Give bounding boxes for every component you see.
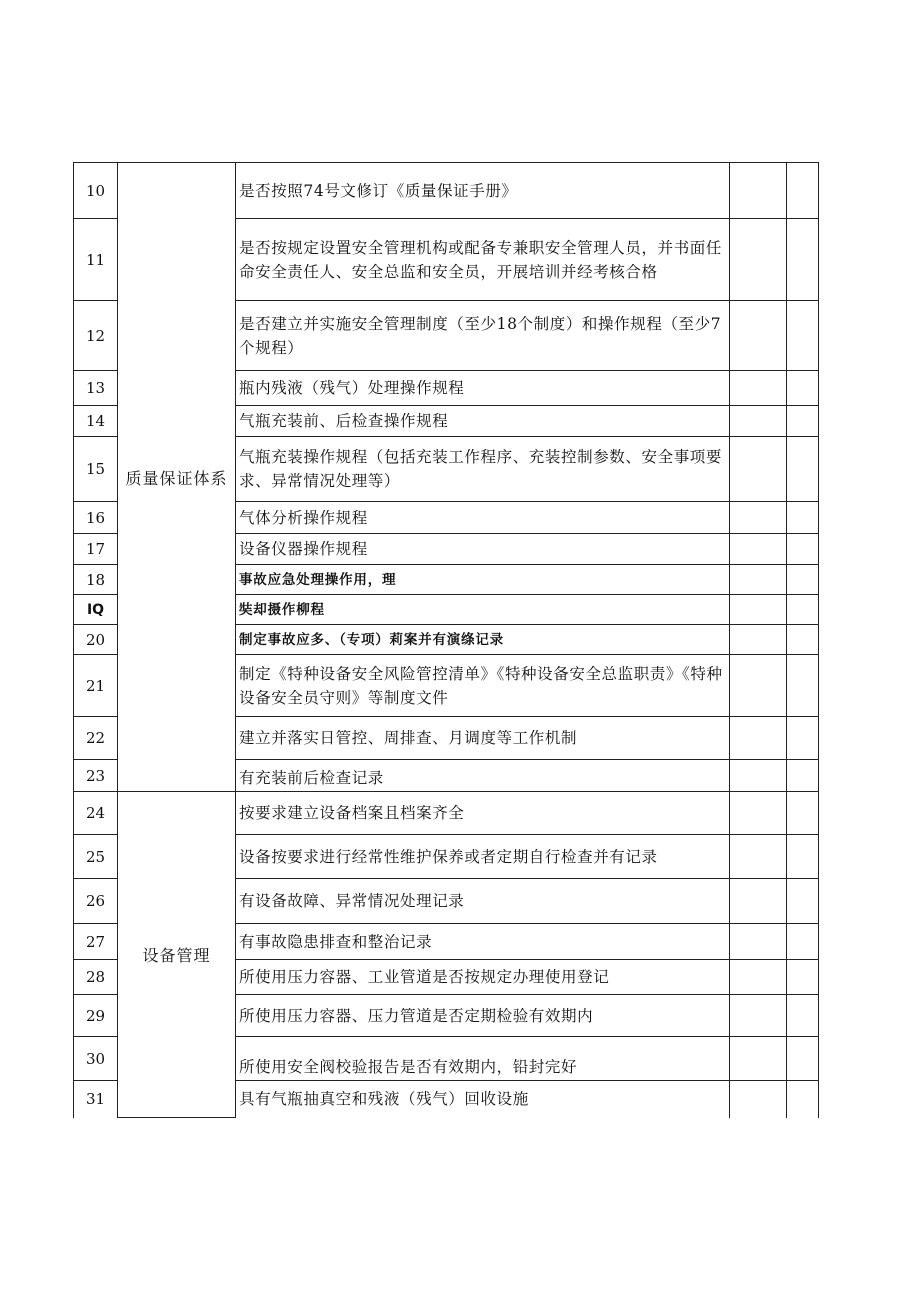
result-cell[interactable] xyxy=(730,163,787,219)
check-item: 所使用安全阀校验报告是否有效期内，铅封完好 xyxy=(236,1037,730,1081)
remark-cell[interactable] xyxy=(787,995,819,1037)
table-row xyxy=(74,792,819,835)
result-cell[interactable] xyxy=(730,502,787,534)
result-cell[interactable] xyxy=(730,595,787,625)
remark-cell[interactable] xyxy=(787,406,819,437)
result-cell[interactable] xyxy=(730,924,787,960)
check-item: 是否按规定设置安全管理机构或配备专兼职安全管理人员，并书面任命安全责任人、安全总监和安全员，开展培训并经考核合格 xyxy=(236,219,730,301)
table-row xyxy=(74,163,819,219)
row-number: 16 xyxy=(74,502,118,534)
remark-cell[interactable] xyxy=(787,502,819,534)
row-number: 30 xyxy=(74,1037,118,1081)
remark-cell[interactable] xyxy=(787,595,819,625)
row-number: 17 xyxy=(74,534,118,565)
inspection-table xyxy=(73,162,819,1118)
result-cell[interactable] xyxy=(730,1037,787,1081)
row-number: 25 xyxy=(74,835,118,879)
section-label-quality: 质量保证体系 xyxy=(118,163,236,792)
row-number: 31 xyxy=(74,1081,118,1118)
remark-cell[interactable] xyxy=(787,437,819,502)
result-cell[interactable] xyxy=(730,835,787,879)
remark-cell[interactable] xyxy=(787,565,819,595)
result-cell[interactable] xyxy=(730,655,787,717)
check-item: 设备按要求进行经常性维护保养或者定期自行检查并有记录 xyxy=(236,835,730,879)
result-cell[interactable] xyxy=(730,760,787,792)
check-item: 有设备故障、异常情况处理记录 xyxy=(236,879,730,924)
check-item: 气体分析操作规程 xyxy=(236,502,730,534)
result-cell[interactable] xyxy=(730,565,787,595)
row-number: 27 xyxy=(74,924,118,960)
check-item: 瓶内残液（残气）处理操作规程 xyxy=(236,371,730,406)
row-number: 18 xyxy=(74,565,118,595)
result-cell[interactable] xyxy=(730,534,787,565)
check-item: 设备仪器操作规程 xyxy=(236,534,730,565)
row-number: 20 xyxy=(74,625,118,655)
check-item: 所使用压力容器、压力管道是否定期检验有效期内 xyxy=(236,995,730,1037)
row-number: 26 xyxy=(74,879,118,924)
remark-cell[interactable] xyxy=(787,792,819,835)
result-cell[interactable] xyxy=(730,792,787,835)
row-number: 10 xyxy=(74,163,118,219)
remark-cell[interactable] xyxy=(787,655,819,717)
remark-cell[interactable] xyxy=(787,835,819,879)
remark-cell[interactable] xyxy=(787,371,819,406)
check-item: 气瓶充装前、后检查操作规程 xyxy=(236,406,730,437)
remark-cell[interactable] xyxy=(787,960,819,995)
row-number: 12 xyxy=(74,301,118,371)
check-item: 所使用压力容器、工业管道是否按规定办理使用登记 xyxy=(236,960,730,995)
remark-cell[interactable] xyxy=(787,924,819,960)
remark-cell[interactable] xyxy=(787,717,819,760)
result-cell[interactable] xyxy=(730,1081,787,1118)
result-cell[interactable] xyxy=(730,301,787,371)
row-number: 23 xyxy=(74,760,118,792)
check-item: 是否按照74号文修订《质量保证手册》 xyxy=(236,163,730,219)
remark-cell[interactable] xyxy=(787,219,819,301)
remark-cell[interactable] xyxy=(787,534,819,565)
result-cell[interactable] xyxy=(730,219,787,301)
inspection-table-sheet xyxy=(73,162,818,1109)
row-number: 22 xyxy=(74,717,118,760)
row-number: 28 xyxy=(74,960,118,995)
check-item: 具有气瓶抽真空和残液（残气）回收设施 xyxy=(236,1081,730,1118)
result-cell[interactable] xyxy=(730,625,787,655)
section-label-equipment: 设备管理 xyxy=(118,792,236,1118)
check-item: 奘却摄作柳程 xyxy=(236,595,730,625)
row-number: 24 xyxy=(74,792,118,835)
check-item: 制定《特种设备安全风险管控清单》《特种设备安全总监职责》《特种设备安全员守则》等制度文件 xyxy=(236,655,730,717)
row-number: 11 xyxy=(74,219,118,301)
row-number: 29 xyxy=(74,995,118,1037)
remark-cell[interactable] xyxy=(787,625,819,655)
check-item: 气瓶充装操作规程（包括充装工作程序、充装控制参数、安全事项要求、异常情况处理等） xyxy=(236,437,730,502)
result-cell[interactable] xyxy=(730,371,787,406)
check-item: 事故应急处理操作用，理 xyxy=(236,565,730,595)
remark-cell[interactable] xyxy=(787,760,819,792)
result-cell[interactable] xyxy=(730,437,787,502)
remark-cell[interactable] xyxy=(787,879,819,924)
result-cell[interactable] xyxy=(730,995,787,1037)
row-number: IQ xyxy=(74,595,118,625)
check-item: 建立并落实日管控、周排查、月调度等工作机制 xyxy=(236,717,730,760)
row-number: 13 xyxy=(74,371,118,406)
result-cell[interactable] xyxy=(730,406,787,437)
check-item: 按要求建立设备档案且档案齐全 xyxy=(236,792,730,835)
remark-cell[interactable] xyxy=(787,301,819,371)
remark-cell[interactable] xyxy=(787,1037,819,1081)
result-cell[interactable] xyxy=(730,717,787,760)
row-number: 21 xyxy=(74,655,118,717)
row-number: 15 xyxy=(74,437,118,502)
check-item: 有充装前后检查记录 xyxy=(236,760,730,792)
result-cell[interactable] xyxy=(730,879,787,924)
check-item: 有事故隐患排查和整治记录 xyxy=(236,924,730,960)
remark-cell[interactable] xyxy=(787,1081,819,1118)
remark-cell[interactable] xyxy=(787,163,819,219)
check-item: 是否建立并实施安全管理制度（至少18个制度）和操作规程（至少7个规程） xyxy=(236,301,730,371)
result-cell[interactable] xyxy=(730,960,787,995)
row-number: 14 xyxy=(74,406,118,437)
check-item: 制定事故应多、（专项）莉案并有演绦记录 xyxy=(236,625,730,655)
